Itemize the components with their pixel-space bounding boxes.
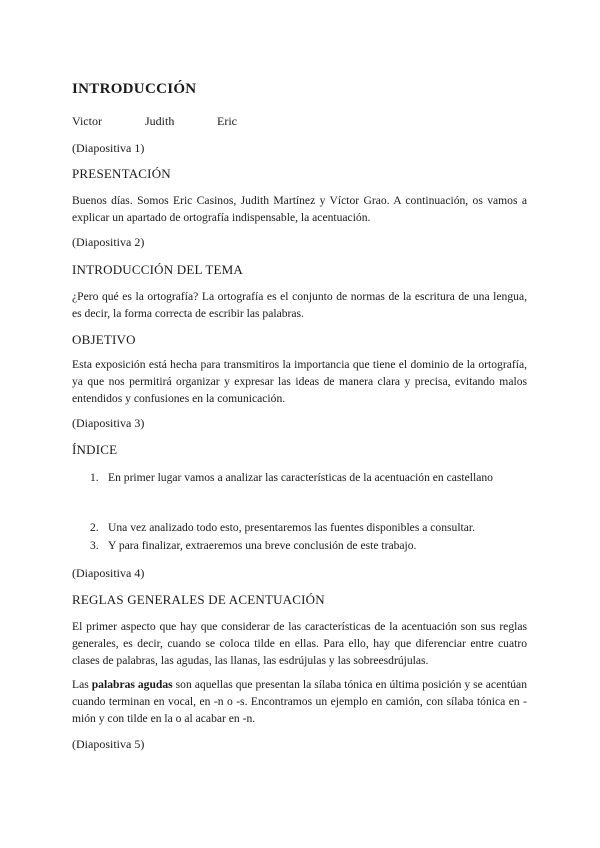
bold-term-palabras-agudas: palabras agudas: [91, 678, 173, 691]
agudas-body: son aquellas que presentan la sílaba tónica en última posición y se acentúan cuando terminan en vocal, en -n o -s. Encontramos un ejemplo en camión, con sílaba tónica en -mión y con tilde en la o al acabar en -n.: [72, 678, 527, 725]
author-name: Eric: [217, 114, 237, 128]
section-heading-indice: ÍNDICE: [72, 442, 118, 457]
section-heading-introduccion-tema: INTRODUCCIÓN DEL TEMA: [72, 262, 244, 277]
slide-marker-4: (Diapositiva 4): [72, 566, 145, 580]
index-list-item: [90, 521, 475, 534]
paragraph-reglas: El primer aspecto que hay que considerar de las características de la acentuación son sus reglas generales, es decir, cuando se coloca tilde en ellas. Para ello, hay que diferenciar entre cuatro clases de palabras, las agudas, las llanas, las esdrújulas y las sobreesdrújulas.: [72, 620, 527, 667]
document-title: INTRODUCCIÓN: [72, 81, 197, 97]
author-name: Victor: [72, 114, 102, 128]
paragraph-presentacion: Buenos días. Somos Eric Casinos, Judith Martínez y Víctor Grao. A continuación, os vamos a explicar un apartado de ortografía indispensable, la acentuación.: [72, 194, 527, 224]
slide-marker-2: (Diapositiva 2): [72, 235, 145, 249]
list-number: 3.: [90, 539, 99, 552]
paragraph-introduccion-tema: ¿Pero qué es la ortografía? La ortografía es el conjunto de normas de la escritura de una lengua, es decir, la forma correcta de escribir las palabras.: [72, 290, 527, 320]
paragraph-objetivo: Esta exposición está hecha para transmitiros la importancia que tiene el dominio de la ortografía, ya que nos permitirá organizar y expresar las ideas de manera clara y precisa, evitando malos entendidos y confusiones en la comunicación.: [72, 358, 527, 405]
section-heading-objetivo: OBJETIVO: [72, 332, 136, 347]
list-number: 2.: [90, 521, 99, 534]
slide-marker-3: (Diapositiva 3): [72, 416, 145, 430]
list-item-text: Una vez analizado todo esto, presentaremos las fuentes disponibles a consultar.: [108, 521, 476, 534]
index-list-item: [90, 539, 416, 552]
section-heading-reglas: REGLAS GENERALES DE ACENTUACIÓN: [72, 592, 325, 607]
section-heading-presentacion: PRESENTACIÓN: [72, 166, 171, 181]
slide-marker-5: (Diapositiva 5): [72, 737, 145, 751]
agudas-prefix: Las: [72, 678, 92, 691]
list-item-text: Y para finalizar, extraeremos una breve conclusión de este trabajo.: [108, 539, 417, 552]
list-item-text: En primer lugar vamos a analizar las características de la acentuación en castellano: [108, 471, 493, 484]
slide-marker-1: (Diapositiva 1): [72, 141, 145, 155]
author-name: Judith: [145, 114, 175, 128]
list-number: 1.: [90, 471, 99, 484]
paragraph-palabras-agudas: [72, 676, 527, 727]
index-list-item: [90, 471, 493, 484]
